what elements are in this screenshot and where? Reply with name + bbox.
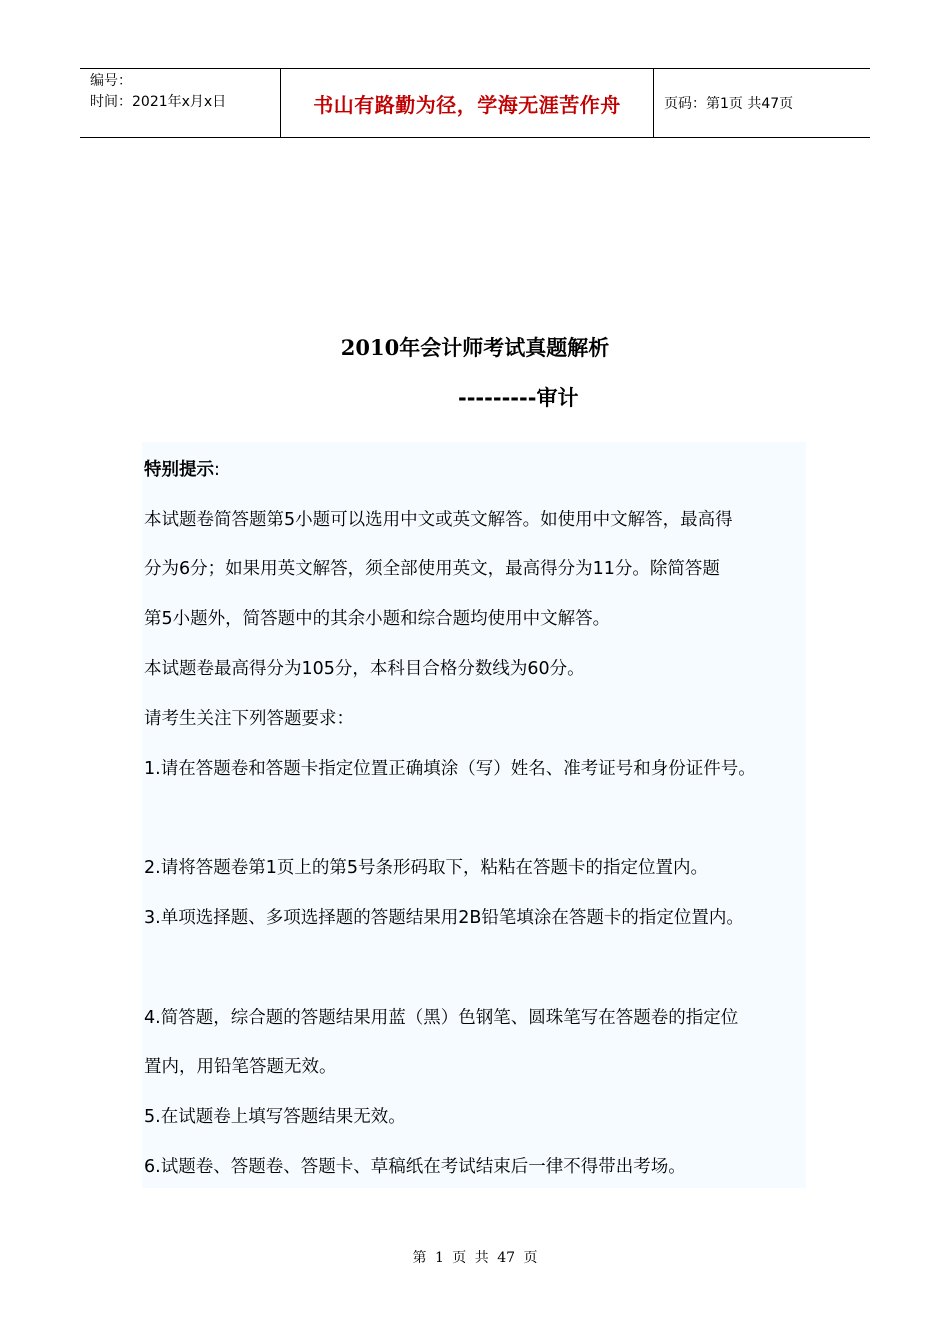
header-motto-cell xyxy=(281,69,654,137)
page-header xyxy=(80,68,870,138)
notice-line: 本试题卷简答题第5小题可以选用中文或英文解答。如使用中文解答，最高得 xyxy=(144,510,733,530)
page-info: 页码：第1页 共47页 xyxy=(664,96,794,112)
notice-heading-line xyxy=(144,456,220,481)
notice-line: 2.请将答题卷第1页上的第5号条形码取下，粘粘在答题卡的指定位置内。 xyxy=(144,858,708,878)
notice-line: 请考生关注下列答题要求： xyxy=(144,709,354,729)
notice-line: 3.单项选择题、多项选择题的答题结果用2B铅笔填涂在答题卡的指定位置内。 xyxy=(144,908,744,928)
notice-line: 第5小题外，简答题中的其余小题和综合题均使用中文解答。 xyxy=(144,609,611,629)
notice-line: 6.试题卷、答题卷、答题卡、草稿纸在考试结束后一律不得带出考场。 xyxy=(144,1157,686,1177)
notice-line: 分为6分；如果用英文解答，须全部使用英文，最高得分为11分。除简答题 xyxy=(144,559,720,579)
notice-line: 本试题卷最高得分为105分，本科目合格分数线为60分。 xyxy=(144,659,585,679)
code-label: 编号： xyxy=(90,73,132,89)
notice-line: 5.在试题卷上填写答题结果无效。 xyxy=(144,1107,406,1127)
header-page-info xyxy=(654,69,870,137)
notice-line: 置内，用铅笔答题无效。 xyxy=(144,1057,337,1077)
page-footer: 第 1 页 共 47 页 xyxy=(412,1250,538,1266)
notice-line: 4.简答题，综合题的答题结果用蓝（黑）色钢笔、圆珠笔写在答题卷的指定位 xyxy=(144,1008,739,1028)
document-title: 2010年会计师考试真题解析 xyxy=(340,335,610,360)
notice-line: 1.请在答题卷和答题卡指定位置正确填涂（写）姓名、准考证号和身份证件号。 xyxy=(144,759,756,779)
time-label: 时间：2021年x月x日 xyxy=(90,94,227,110)
notice-heading-colon: : xyxy=(214,460,220,480)
motto: 书山有路勤为径，学海无涯苦作舟 xyxy=(313,92,621,117)
document-subtitle: ---------审计 xyxy=(458,386,579,410)
notice-heading: 特别提示 xyxy=(144,460,214,480)
header-meta xyxy=(80,69,281,137)
